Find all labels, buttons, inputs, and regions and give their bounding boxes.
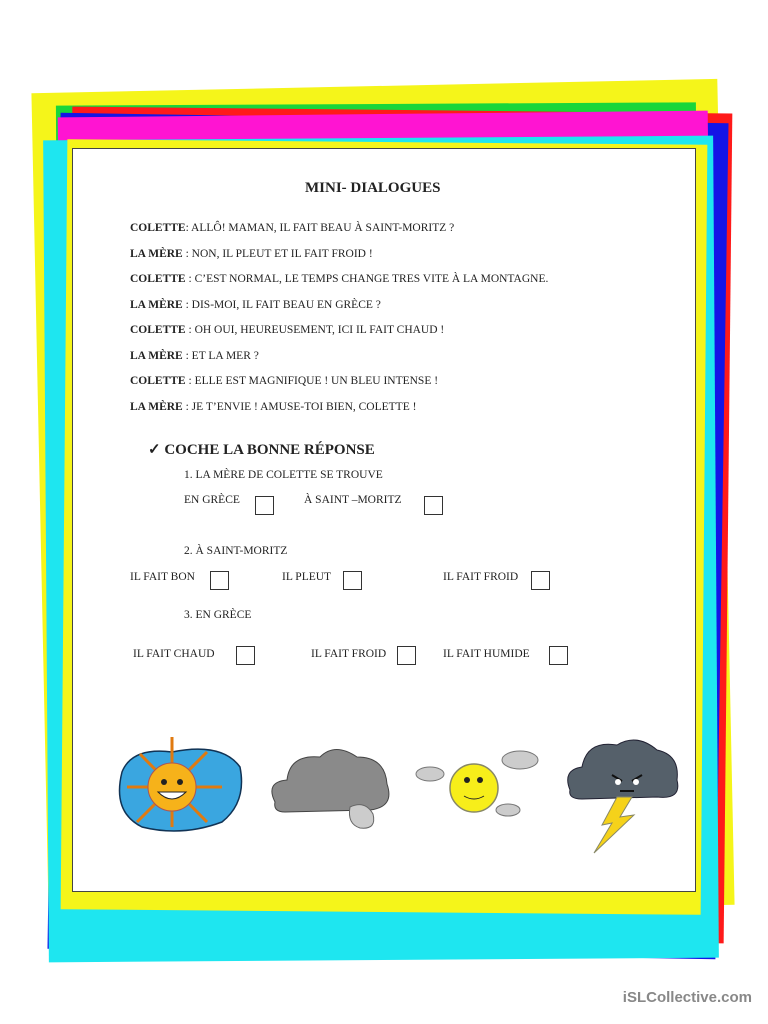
speaker: LA MÈRE — [130, 400, 183, 413]
sun-with-clouds-icon — [412, 742, 542, 822]
dialogue-line — [130, 375, 438, 387]
line-text: ALLÔ! MAMAN, IL FAIT BEAU À SAINT-MORITZ ? — [191, 222, 455, 234]
checkmark-icon: ✓ — [148, 442, 161, 458]
separator: : — [185, 273, 195, 285]
separator: : — [182, 349, 192, 362]
speaker: COLETTE — [130, 324, 186, 336]
line-text: ET LA MER ? — [191, 349, 259, 362]
dialogue-line — [130, 324, 444, 336]
separator: : — [182, 298, 192, 311]
storm-icon — [562, 735, 682, 855]
question-3-label: 3. EN GRÈCE — [184, 609, 252, 621]
separator: : — [185, 375, 195, 387]
speaker: LA MÈRE — [130, 247, 183, 260]
watermark: iSLCollective.com — [622, 989, 752, 1006]
checkbox-saint-moritz[interactable] — [424, 496, 443, 515]
option-label: IL FAIT BON — [130, 571, 195, 583]
line-text: C’EST NORMAL, LE TEMPS CHANGE TRES VITE À LA MONTAGNE. — [194, 273, 549, 285]
checkbox-il-pleut[interactable] — [343, 571, 362, 590]
speaker: LA MÈRE — [130, 298, 183, 311]
dialogue-line — [130, 401, 416, 413]
dialogue-line — [130, 222, 454, 234]
line-text: ELLE EST MAGNIFIQUE ! UN BLEU INTENSE ! — [194, 375, 439, 387]
checkbox-il-fait-humide[interactable] — [549, 646, 568, 665]
checkbox-il-fait-froid[interactable] — [531, 571, 550, 590]
checkbox-il-fait-bon[interactable] — [210, 571, 229, 590]
speaker: COLETTE — [130, 222, 186, 234]
sunny-sea-icon — [112, 732, 247, 837]
option-label: IL PLEUT — [282, 571, 332, 583]
speaker: LA MÈRE — [130, 349, 183, 362]
line-text: DIS-MOI, IL FAIT BEAU EN GRÈCE ? — [191, 298, 381, 311]
exercise-heading-text: COCHE LA BONNE RÉPONSE — [164, 442, 375, 458]
question-2-label: 2. À SAINT-MORITZ — [184, 545, 288, 557]
dialogue-line — [130, 273, 548, 285]
separator: : — [182, 247, 192, 260]
separator: : — [182, 400, 192, 413]
option-label: À SAINT –MORITZ — [304, 494, 402, 506]
option-label: IL FAIT FROID — [311, 648, 387, 660]
checkbox-il-fait-chaud[interactable] — [236, 646, 255, 665]
option-label: IL FAIT HUMIDE — [443, 648, 530, 660]
speaker: COLETTE — [130, 273, 186, 285]
cloudy-icon — [265, 742, 395, 832]
question-1-label: 1. LA MÈRE DE COLETTE SE TROUVE — [184, 469, 383, 481]
option-label: IL FAIT CHAUD — [133, 648, 215, 660]
line-text: NON, IL PLEUT ET IL FAIT FROID ! — [191, 247, 373, 260]
line-text: OH OUI, HEUREUSEMENT, ICI IL FAIT CHAUD ! — [194, 324, 445, 336]
separator: : — [185, 324, 195, 336]
option-label: IL FAIT FROID — [443, 571, 519, 583]
speaker: COLETTE — [130, 375, 186, 387]
dialogue-line — [130, 248, 373, 260]
separator: : — [185, 222, 192, 234]
dialogue-line — [130, 299, 381, 311]
exercise-heading — [148, 440, 375, 459]
line-text: JE T’ENVIE ! AMUSE-TOI BIEN, COLETTE ! — [191, 400, 417, 413]
dialogue-line — [130, 350, 259, 362]
checkbox-en-grece[interactable] — [255, 496, 274, 515]
option-label: EN GRÈCE — [184, 494, 240, 506]
page-title: MINI- DIALOGUES — [305, 180, 441, 196]
checkbox-grece-il-fait-froid[interactable] — [397, 646, 416, 665]
